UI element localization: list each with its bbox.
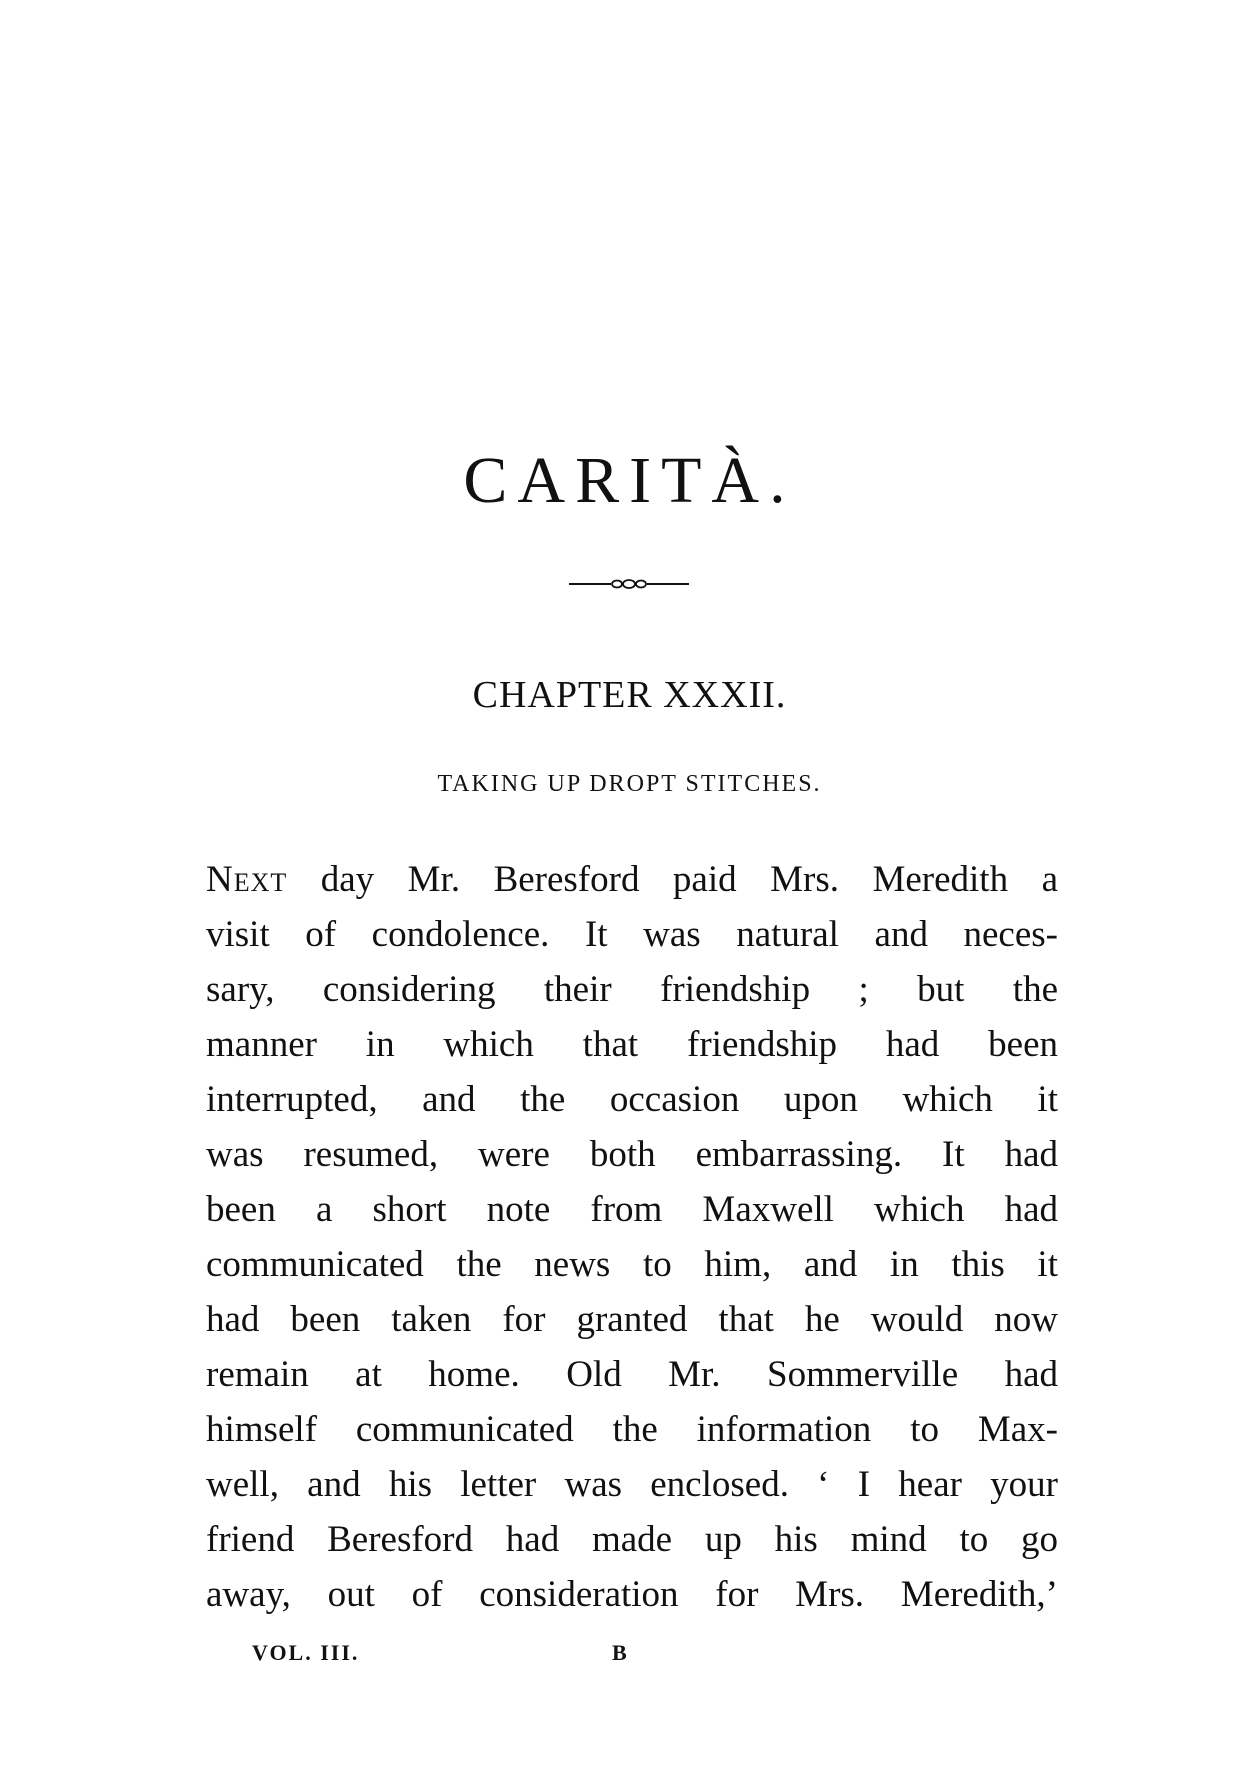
volume-label: VOL. III. [252, 1640, 360, 1665]
text-line: remain at home. Old Mr. Sommerville had [206, 1354, 1058, 1395]
text-line: was resumed, were both embarrassing. It had [206, 1134, 1058, 1175]
chapter-number: CHAPTER XXXII. [472, 674, 787, 716]
text-line: manner in which that friendship had been [206, 1024, 1058, 1065]
signature-line [0, 1640, 1259, 1670]
text-line: interrupted, and the occasion upon which it [206, 1079, 1058, 1120]
text-line: sary, considering their friendship ; but the [206, 969, 1058, 1010]
chapter-subtitle: TAKING UP DROPT STITCHES. [437, 771, 822, 797]
text-line: himself communicated the information to Max- [206, 1409, 1058, 1450]
text-line: been a short note from Maxwell which had [206, 1189, 1058, 1230]
opening-word: Next [206, 859, 288, 900]
text-line [206, 852, 1058, 907]
text-line: visit of condolence. It was natural and neces- [206, 914, 1058, 955]
text-line: had been taken for granted that he would now [206, 1299, 1058, 1340]
signature-mark: B [612, 1640, 629, 1665]
text-line: well, and his letter was enclosed. ‘ I hear your [206, 1464, 1058, 1505]
ornament-divider [569, 576, 689, 592]
text-line: away, out of consideration for Mrs. Meredith,’ [206, 1574, 1058, 1615]
text-line-content: day Mr. Beresford paid Mrs. Meredith a [287, 859, 1058, 900]
text-line: friend Beresford had made up his mind to go [206, 1519, 1058, 1560]
body-text [206, 852, 1058, 1622]
text-line: communicated the news to him, and in this it [206, 1244, 1058, 1285]
book-title: CARITÀ. [463, 444, 796, 517]
